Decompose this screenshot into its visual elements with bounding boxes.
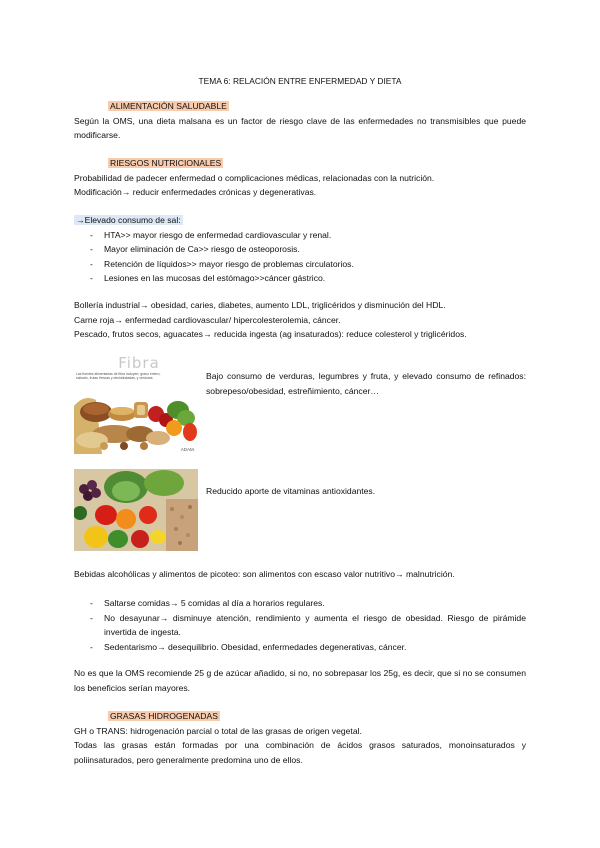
image-brand: ADAM.	[180, 447, 195, 452]
vegetables-image	[74, 469, 198, 551]
list-item: - Sedentarismo→ desequilibrio. Obesidad, enfermedades degenerativas, cáncer.	[74, 640, 526, 655]
image-title: Fibra	[118, 354, 160, 372]
paragraph: Todas las grasas están formadas por una combinación de ácidos grasos saturados, monoinsaturados y poliinsaturados, pero generalmente predomina uno de ellos.	[74, 740, 526, 765]
list-item: - Saltarse comidas→ 5 comidas al día a horarios regulares.	[74, 596, 526, 611]
paragraph: Según la OMS, una dieta malsana es un factor de riesgo clave de las enfermedades no transmisibles que puede modificarse.	[74, 115, 526, 140]
paragraph: GH o TRANS: hidrogenación parcial o total de las grasas de origen vegetal.	[74, 725, 362, 736]
section-salt	[74, 213, 526, 286]
section-healthy-diet	[74, 99, 526, 143]
list-item: - No desayunar→ disminuye atención, rendimiento y aumenta el riesgo de obesidad. Riesgo de pirámide invertida de ingesta.	[74, 611, 526, 640]
list-item: - HTA>> mayor riesgo de enfermedad cardiovascular y renal.	[74, 228, 526, 243]
section-heading: ALIMENTACIÓN SALUDABLE	[110, 101, 227, 111]
salt-list	[74, 228, 526, 286]
list-item: - Retención de líquidos>> mayor riesgo de problemas circulatorios.	[74, 257, 526, 272]
list-item: - Lesiones en las mucosas del estómago>>cáncer gástrico.	[74, 271, 526, 286]
section-drinks	[74, 567, 526, 582]
vegetables-paragraph: Reducido aporte de vitaminas antioxidantes.	[206, 486, 376, 496]
habits-list-block	[74, 596, 526, 654]
oms-paragraph: No es que la OMS recomiende 25 g de azúcar añadido, si no, no sobrepasar los 25g, es decir, que si no se consumen los beneficios serían mayores.	[74, 668, 526, 693]
list-item: - Mayor eliminación de Ca>> riesgo de osteoporosis.	[74, 242, 526, 257]
paragraph: Bollería industrial→ obesidad, caries, diabetes, aumento LDL, triglicéridos y disminución del HDL.	[74, 300, 446, 310]
paragraph: Pescado, frutos secos, aguacates→ reducida ingesta (ag insaturados): reduce colesterol y triglicéridos.	[74, 329, 467, 339]
section-nutritional-risks	[74, 156, 526, 200]
fiber-paragraph: Bajo consumo de verduras, legumbres y fruta, y elevado consumo de refinados: sobrepeso/obesidad, estreñimiento, cáncer…	[206, 371, 526, 396]
paragraph: Modificación→ reducir enfermedades crónicas y degenerativas.	[74, 187, 317, 197]
section-foods	[74, 298, 526, 342]
paragraph: Probabilidad de padecer enfermedad o complicaciones médicas, relacionadas con la nutrición.	[74, 172, 435, 183]
fiber-foods-image	[74, 354, 198, 454]
page-title: TEMA 6: RELACIÓN ENTRE ENFERMEDAD Y DIETA	[198, 76, 402, 86]
paragraph: Carne roja→ enfermedad cardiovascular/ hipercolesterolemia, cáncer.	[74, 314, 341, 325]
habits-list	[74, 596, 526, 654]
subheading: →Elevado consumo de sal:	[76, 215, 181, 225]
image-caption: Las fuentes alimentarias de fibra incluyen: grano entero, salvado, frutas frescas y deshidratadas, y verduras	[76, 372, 161, 381]
paragraph: Bebidas alcohólicas y alimentos de picoteo: son alimentos con escaso valor nutritivo→ malnutrición.	[74, 569, 455, 579]
section-heading: GRASAS HIDROGENADAS	[110, 711, 218, 721]
section-hydrogenated-fats	[74, 709, 526, 767]
section-heading: RIESGOS NUTRICIONALES	[110, 158, 222, 168]
